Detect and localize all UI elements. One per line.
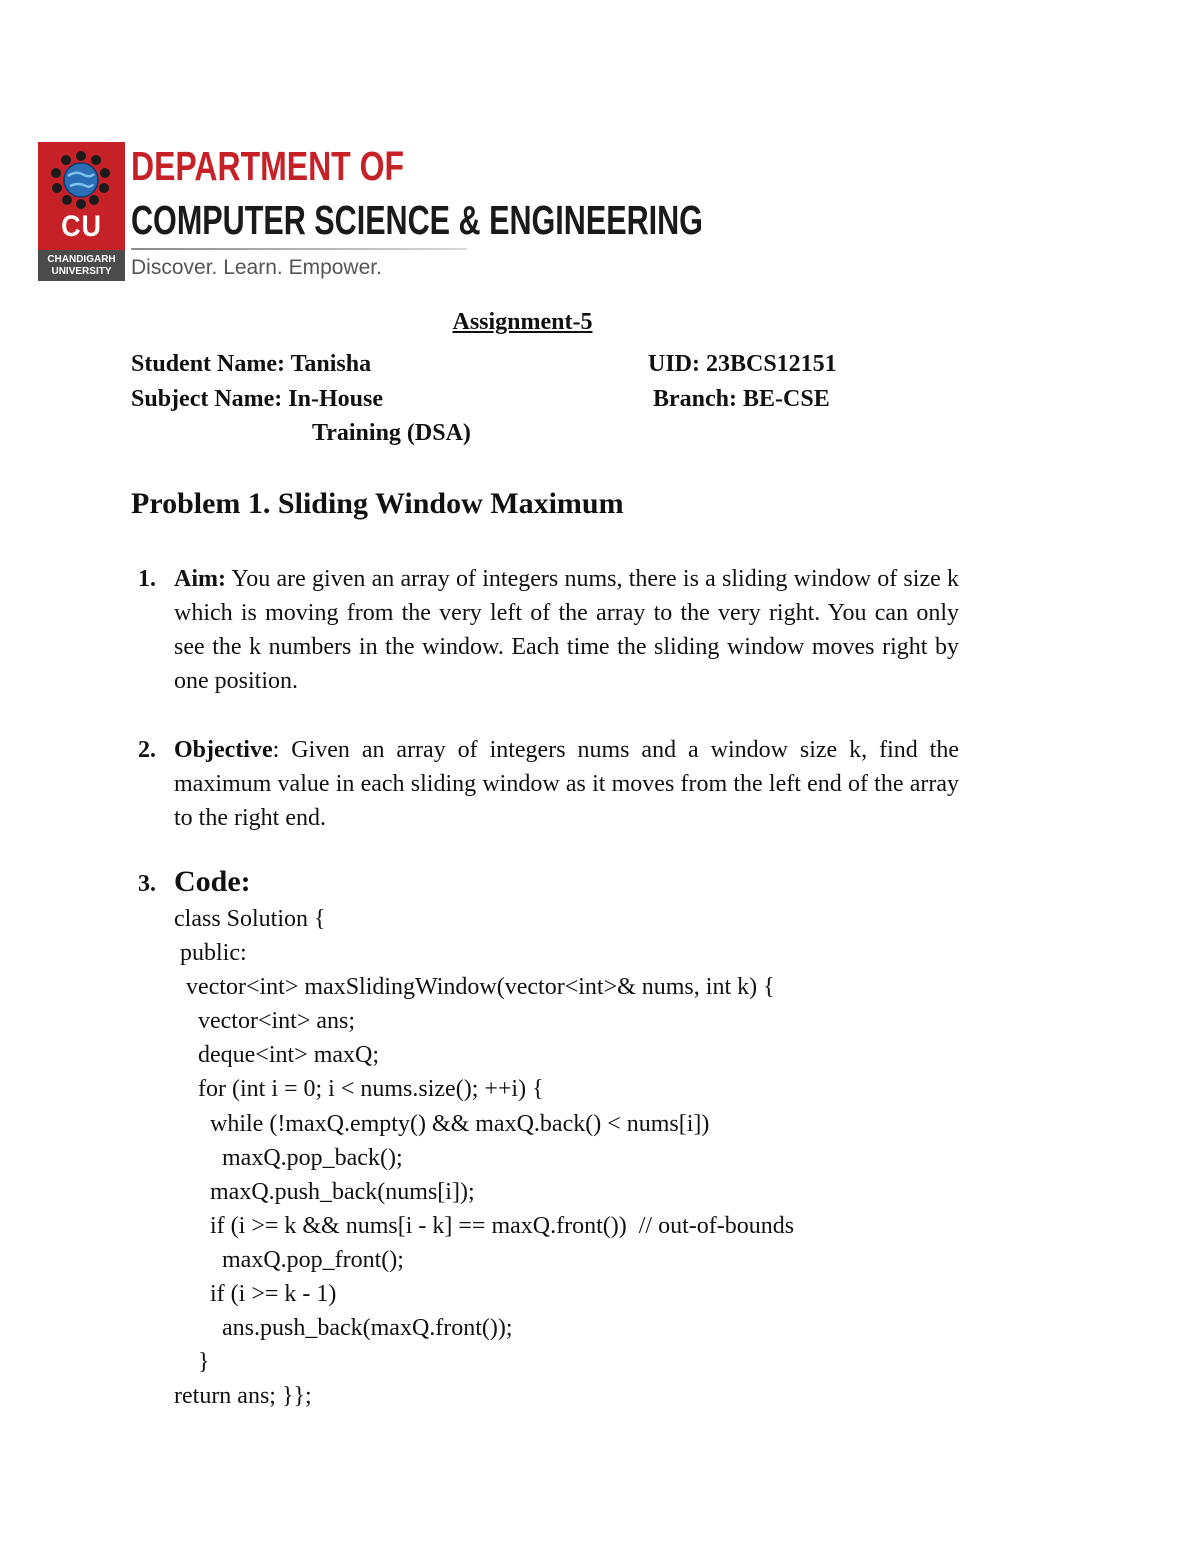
code-line: maxQ.pop_front(); — [174, 1247, 404, 1273]
code-line: maxQ.pop_back(); — [174, 1145, 403, 1171]
logo-university-band — [38, 250, 125, 281]
code-heading: Code: — [174, 865, 251, 898]
globe-emblem-icon — [46, 148, 116, 212]
code-line: for (int i = 0; i < nums.size(); ++i) { — [174, 1076, 544, 1102]
assignment-title: Assignment-5 — [452, 309, 593, 335]
objective-text: : Given an array of integers nums and a window size k, find the maximum value in each sliding window as it moves from the left end of the array to the right end. — [174, 737, 959, 831]
code-line: class Solution { — [174, 906, 326, 932]
student-name: Student Name: Tanisha — [131, 351, 372, 377]
code-line: deque<int> maxQ; — [174, 1042, 380, 1068]
code-line: vector<int> ans; — [174, 1008, 356, 1034]
code-line: return ans; }}; — [174, 1383, 312, 1409]
branch: Branch: BE-CSE — [653, 386, 830, 412]
code-line: public: — [174, 940, 247, 966]
list-number-3: 3. — [138, 871, 156, 897]
objective-paragraph — [174, 733, 959, 835]
code-line: if (i >= k - 1) — [174, 1281, 337, 1307]
department-heading-line2: COMPUTER SCIENCE & ENGINEERING — [131, 197, 703, 243]
list-number-1: 1. — [138, 566, 156, 592]
code-line: if (i >= k && nums[i - k] == maxQ.front()) // out-of-bounds — [174, 1213, 795, 1239]
student-uid: UID: 23BCS12151 — [648, 351, 837, 377]
aim-label: Aim: — [174, 566, 226, 592]
code-line: } — [174, 1349, 210, 1375]
logo-university-line1: CHANDIGARH — [47, 254, 116, 265]
aim-text: You are given an array of integers nums, there is a sliding window of size k which is moving from the very left of the array to the very right. You can only see the k numbers in the window. Each time the sliding window moves right by one position. — [174, 566, 959, 694]
code-line: ans.push_back(maxQ.front()); — [174, 1315, 513, 1341]
aim-paragraph — [174, 562, 959, 698]
subject-name-line2: Training (DSA) — [312, 420, 471, 446]
code-line: while (!maxQ.empty() && maxQ.back() < nums[i]) — [174, 1111, 710, 1137]
university-logo — [38, 142, 125, 281]
logo-initials: CU — [61, 210, 102, 243]
header-divider — [131, 248, 467, 250]
department-heading-line1: DEPARTMENT OF — [131, 143, 405, 189]
code-line: vector<int> maxSlidingWindow(vector<int>& nums, int k) { — [174, 974, 775, 1000]
list-number-2: 2. — [138, 737, 156, 763]
tagline: Discover. Learn. Empower. — [131, 256, 382, 279]
logo-university-line2: UNIVERSITY — [51, 266, 112, 277]
problem-heading: Problem 1. Sliding Window Maximum — [131, 487, 624, 520]
subject-name-line1: Subject Name: In-House — [131, 386, 383, 412]
objective-label: Objective — [174, 737, 273, 763]
code-line: maxQ.push_back(nums[i]); — [174, 1179, 475, 1205]
